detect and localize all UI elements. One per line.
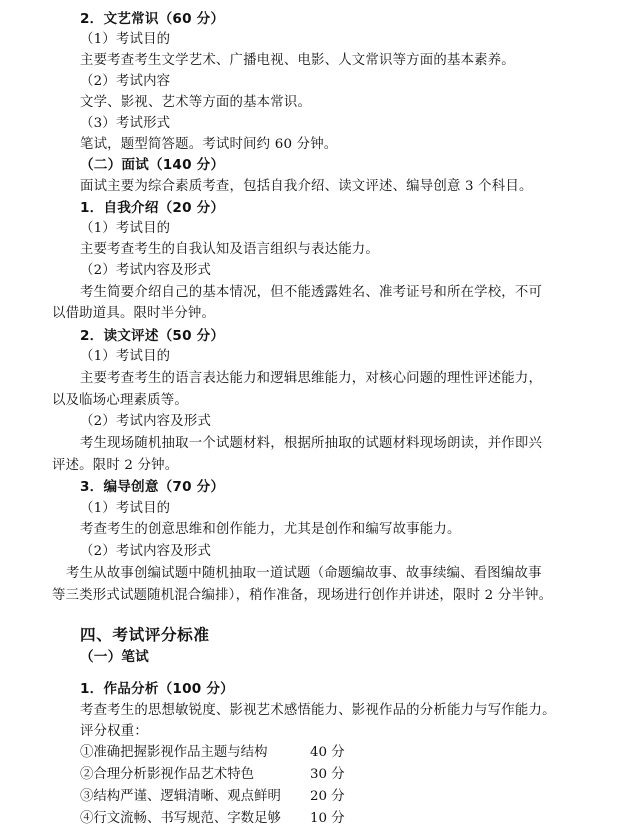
subheading-content-format: （2）考试内容及形式 <box>80 414 212 429</box>
scoring-weight-label: 评分权重： <box>80 724 148 739</box>
subheading-content-format: （2）考试内容及形式 <box>80 544 212 559</box>
subheading-exam-content: （2）考试内容 <box>80 74 171 89</box>
subheading-exam-format: （3）考试形式 <box>80 116 171 131</box>
paragraph: 等三类形式试题随机混合编排），稍作准备，现场进行创作并讲述，限时 2 分半钟。 <box>52 588 553 603</box>
paragraph: 考查考生的思想敏锐度、影视艺术感悟能力、影视作品的分析能力与写作能力。 <box>80 703 556 718</box>
paragraph: 考生简要介绍自己的基本情况，但不能透露姓名、准考证号和所在学校，不可 <box>80 285 543 300</box>
paragraph: 笔试，题型简答题。考试时间约 60 分钟。 <box>80 137 338 152</box>
paragraph: 面试主要为综合素质考查，包括自我介绍、读文评述、编导创意 3 个科目。 <box>80 179 533 194</box>
weight-score: 10 分 <box>310 811 345 826</box>
weight-score: 40 分 <box>310 745 345 760</box>
subheading-exam-purpose: （1）考试目的 <box>80 32 171 47</box>
heading-interview: （二）面试（140 分） <box>80 157 225 173</box>
subheading-content-format: （2）考试内容及形式 <box>80 263 212 278</box>
heading-literary-knowledge: 2．文艺常识（60 分） <box>80 11 225 27</box>
heading-written-exam: （一）笔试 <box>80 649 149 665</box>
heading-scoring-standards: 四、考试评分标准 <box>80 626 210 644</box>
paragraph: 主要考查考生的语言表达能力和逻辑思维能力，对核心问题的理性评述能力， <box>80 371 543 386</box>
paragraph: 以及临场心理素质等。 <box>52 393 188 408</box>
weight-score: 20 分 <box>310 789 345 804</box>
paragraph: 主要考查考生的自我认知及语言组织与表达能力。 <box>80 242 379 257</box>
paragraph: 以借助道具。限时半分钟。 <box>52 306 216 321</box>
heading-self-introduction: 1．自我介绍（20 分） <box>80 200 225 216</box>
subheading-exam-purpose: （1）考试目的 <box>80 221 171 236</box>
weight-criterion: ③结构严谨、逻辑清晰、观点鲜明 <box>80 789 281 804</box>
paragraph: 考生现场随机抽取一个试题材料，根据所抽取的试题材料现场朗读，并作即兴 <box>80 436 543 451</box>
weight-score: 30 分 <box>310 767 345 782</box>
weight-criterion: ④行文流畅、书写规范、字数足够 <box>80 811 281 826</box>
subheading-exam-purpose: （1）考试目的 <box>80 349 171 364</box>
weight-criterion: ①准确把握影视作品主题与结构 <box>80 745 268 760</box>
paragraph: 考生从故事创编试题中随机抽取一道试题（命题编故事、故事续编、看图编故事 <box>66 566 542 581</box>
paragraph: 考查考生的创意思维和创作能力，尤其是创作和编写故事能力。 <box>80 522 461 537</box>
heading-reading-commentary: 2．读文评述（50 分） <box>80 328 225 344</box>
paragraph: 评述。限时 2 分钟。 <box>52 458 179 473</box>
heading-directing-creativity: 3．编导创意（70 分） <box>80 479 225 495</box>
subheading-exam-purpose: （1）考试目的 <box>80 501 171 516</box>
weight-criterion: ②合理分析影视作品艺术特色 <box>80 767 255 782</box>
paragraph: 文学、影视、艺术等方面的基本常识。 <box>80 95 312 110</box>
heading-work-analysis: 1．作品分析（100 分） <box>80 681 234 697</box>
paragraph: 主要考查考生文学艺术、广播电视、电影、人文常识等方面的基本素养。 <box>80 53 515 68</box>
